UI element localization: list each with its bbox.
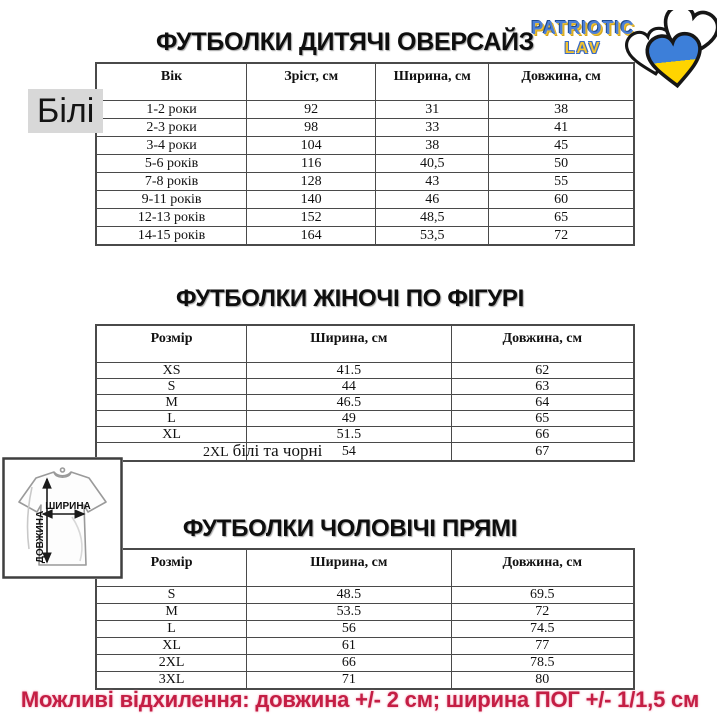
table-cell: 64 [451, 395, 634, 411]
table-row [96, 209, 634, 227]
column-header: Ширина, см [247, 549, 451, 587]
tshirt-measure-diagram [2, 457, 123, 579]
table-row [96, 191, 634, 209]
table-cell: 66 [247, 655, 451, 672]
table-row [96, 101, 634, 119]
table-cell: 128 [247, 173, 376, 191]
men-size-table [95, 548, 635, 690]
table-cell: 140 [247, 191, 376, 209]
table-row [96, 227, 634, 246]
table-cell: 46 [376, 191, 489, 209]
length-arrow-label: ДОВЖИНА [35, 510, 46, 564]
table-cell: M [96, 395, 247, 411]
table-cell: 3-4 роки [96, 137, 247, 155]
table-cell: 9-11 років [96, 191, 247, 209]
table-row [96, 173, 634, 191]
column-header: Ширина, см [247, 325, 451, 363]
table-cell: 92 [247, 101, 376, 119]
kids-size-table [95, 62, 635, 246]
table-cell: 62 [451, 363, 634, 379]
table-cell: 80 [451, 672, 634, 690]
table-row [96, 427, 634, 443]
color-note: білі та чорні [232, 441, 323, 460]
table-cell: 66 [451, 427, 634, 443]
table-row [96, 119, 634, 137]
table-cell: 43 [376, 173, 489, 191]
table-cell: 53.5 [247, 604, 451, 621]
column-header: Зріст, см [247, 63, 376, 101]
column-header: Довжина, см [489, 63, 634, 101]
header-row [96, 63, 634, 101]
width-arrow-label: ШИРИНА [45, 501, 91, 512]
table-cell: 72 [489, 227, 634, 246]
table-cell: 38 [376, 137, 489, 155]
table-cell: 44 [247, 379, 451, 395]
table-cell: 74.5 [451, 621, 634, 638]
table-cell: 61 [247, 638, 451, 655]
table-row [96, 411, 634, 427]
table-cell: 50 [489, 155, 634, 173]
table-cell: 78.5 [451, 655, 634, 672]
table-cell: 77 [451, 638, 634, 655]
table-row [96, 395, 634, 411]
table-row [96, 379, 634, 395]
table-cell: 2-3 роки [96, 119, 247, 137]
table-cell: 98 [247, 119, 376, 137]
header-row [96, 549, 634, 587]
table-cell: 46.5 [247, 395, 451, 411]
table-cell: 49 [247, 411, 451, 427]
table-cell: 51.5 [247, 427, 451, 443]
column-header: Вік [96, 63, 247, 101]
ukraine-flag-heart-icon [646, 32, 704, 88]
table-row [96, 638, 634, 655]
table-cell: 63 [451, 379, 634, 395]
color-variant-badge: Білі [28, 89, 103, 133]
brand-name-line2: LAV [564, 40, 602, 57]
table-cell: 7-8 років [96, 173, 247, 191]
table-cell: 69.5 [451, 587, 634, 604]
hearts-icon [622, 10, 717, 95]
table-cell: 65 [451, 411, 634, 427]
table-row [96, 604, 634, 621]
table-row [96, 443, 634, 462]
column-header: Розмір [96, 549, 247, 587]
women-section-title: ФУТБОЛКИ ЖІНОЧІ ПО ФІГУРІ [176, 285, 524, 312]
table-cell: 33 [376, 119, 489, 137]
table-cell: 2XL [96, 655, 247, 672]
table-cell: 31 [376, 101, 489, 119]
table-cell: 2XL білі та чорні [96, 443, 247, 462]
table-cell: 65 [489, 209, 634, 227]
column-header: Довжина, см [451, 549, 634, 587]
table-cell: 104 [247, 137, 376, 155]
table-cell: L [96, 621, 247, 638]
table-row [96, 137, 634, 155]
header-row [96, 325, 634, 363]
table-row [96, 655, 634, 672]
column-header: Ширина, см [376, 63, 489, 101]
table-cell: 55 [489, 173, 634, 191]
table-cell: 5-6 років [96, 155, 247, 173]
table-row [96, 587, 634, 604]
men-section-title: ФУТБОЛКИ ЧОЛОВІЧІ ПРЯМІ [182, 515, 518, 542]
table-cell: 48.5 [247, 587, 451, 604]
table-cell: 56 [247, 621, 451, 638]
table-cell: L [96, 411, 247, 427]
tolerance-footnote: Можливі відхилення: довжина +/- 2 см; ширина ПОГ +/- 1/1,5 см [20, 687, 700, 712]
table-cell: 40,5 [376, 155, 489, 173]
table-row [96, 621, 634, 638]
table-cell: 71 [247, 672, 451, 690]
table-cell: 41.5 [247, 363, 451, 379]
table-cell: 48,5 [376, 209, 489, 227]
table-cell: S [96, 587, 247, 604]
table-cell: 116 [247, 155, 376, 173]
table-cell: 60 [489, 191, 634, 209]
table-cell: 54 [247, 443, 451, 462]
table-cell: 12-13 років [96, 209, 247, 227]
table-cell: 164 [247, 227, 376, 246]
table-cell: 53,5 [376, 227, 489, 246]
table-cell: 45 [489, 137, 634, 155]
table-cell: M [96, 604, 247, 621]
table-cell: 72 [451, 604, 634, 621]
column-header: Розмір [96, 325, 247, 363]
brand-name-line1: PATRIOTIC [531, 18, 635, 38]
table-row [96, 155, 634, 173]
table-cell: 1-2 роки [96, 101, 247, 119]
table-cell: 3XL [96, 672, 247, 690]
kids-section-title: ФУТБОЛКИ ДИТЯЧІ ОВЕРСАЙЗ [155, 28, 534, 56]
table-row [96, 363, 634, 379]
table-cell: 38 [489, 101, 634, 119]
table-cell: XS [96, 363, 247, 379]
column-header: Довжина, см [451, 325, 634, 363]
table-cell: 14-15 років [96, 227, 247, 246]
table-cell: XL [96, 638, 247, 655]
table-cell: 67 [451, 443, 634, 462]
table-cell: 152 [247, 209, 376, 227]
table-cell: S [96, 379, 247, 395]
table-cell: 41 [489, 119, 634, 137]
table-cell: XL [96, 427, 247, 443]
women-size-table [95, 324, 635, 462]
